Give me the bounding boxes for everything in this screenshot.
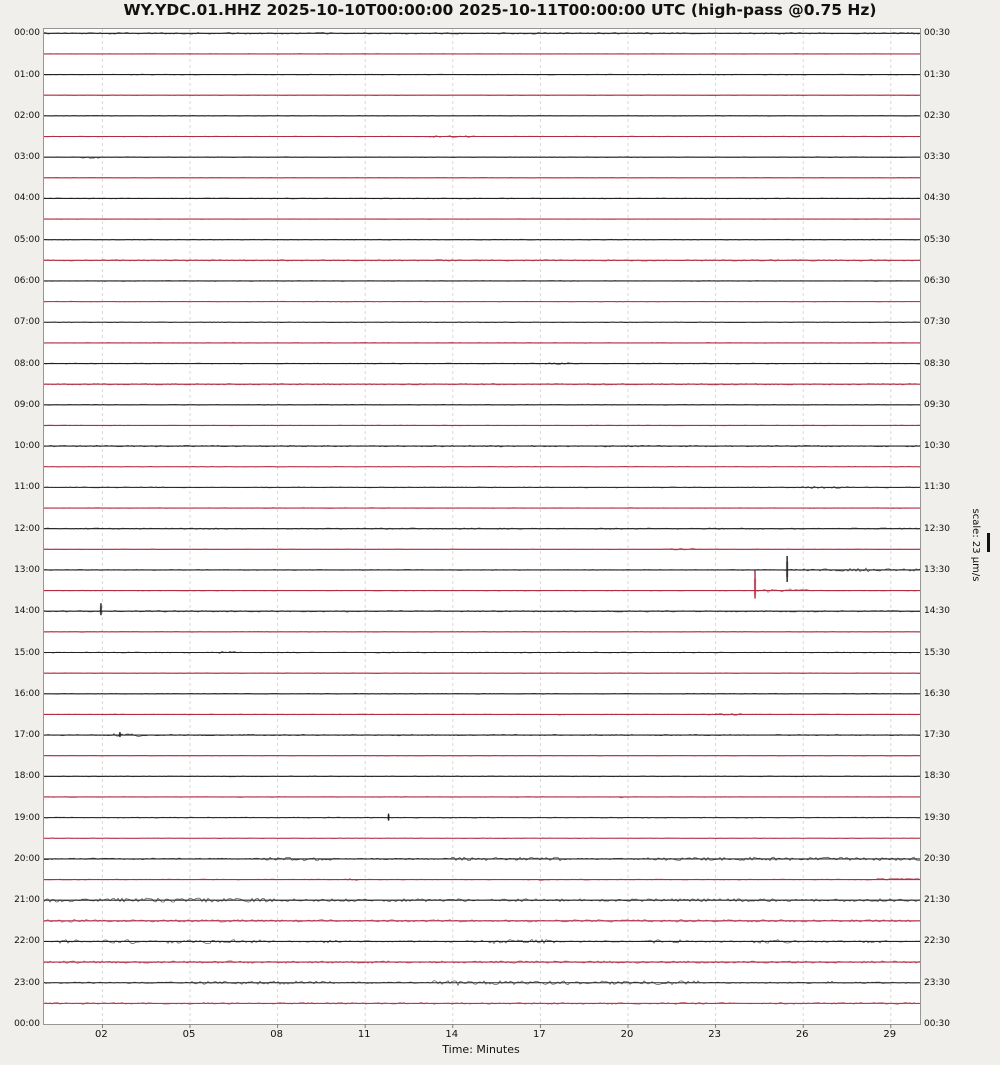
y-axis-label-right: 17:30 [924,730,950,741]
plot-area [43,28,921,1025]
x-axis-tick-label: 20 [620,1029,634,1040]
y-axis-label-left: 05:00 [14,234,40,245]
y-axis-label-left: 23:00 [14,977,40,988]
y-axis-label-left: 01:00 [14,69,40,80]
y-axis-label-left: 15:00 [14,647,40,658]
y-axis-label-left: 08:00 [14,358,40,369]
amplitude-scale-label: scale: 23 µm/s [970,508,981,582]
y-axis-label-right: 19:30 [924,812,950,823]
y-axis-label-left: 00:00 [14,1019,40,1029]
y-axis-label-left: 02:00 [14,110,40,121]
seismogram-canvas [44,29,920,1024]
x-axis-tick-label: 02 [95,1029,108,1040]
y-axis-label-left: 13:00 [14,564,40,575]
y-axis-label-right: 21:30 [924,895,950,906]
x-axis-tick-label: 29 [883,1029,897,1040]
y-axis-label-left: 06:00 [14,275,40,286]
x-axis-tick-label: 08 [270,1029,283,1040]
y-axis-label-right: 04:30 [924,193,950,204]
y-axis-label-right: 12:30 [924,523,950,534]
x-axis-tick-label: 26 [795,1029,809,1040]
y-axis-label-left: 17:00 [14,730,40,741]
y-axis-label-right: 01:30 [924,69,950,80]
y-axis-label-right: 22:30 [924,936,950,947]
y-axis-label-right: 20:30 [924,853,950,864]
y-axis-label-right: 13:30 [924,564,950,575]
y-axis-label-right: 00:30 [924,1019,950,1029]
x-axis-tick-label: 11 [357,1029,371,1040]
y-axis-label-left: 14:00 [14,606,40,617]
y-axis-label-left: 09:00 [14,399,40,410]
y-axis-label-left: 18:00 [14,771,40,782]
y-axis-label-left: 20:00 [14,853,40,864]
y-axis-label-left: 22:00 [14,936,40,947]
x-axis-title: Time: Minutes [442,1043,520,1056]
y-axis-label-right: 03:30 [924,152,950,163]
y-axis-label-left: 19:00 [14,812,40,823]
y-axis-label-left: 21:00 [14,895,40,906]
y-axis-label-right: 10:30 [924,441,950,452]
y-axis-label-left: 11:00 [14,482,40,493]
y-axis-label-left: 00:00 [14,28,40,39]
y-axis-label-left: 16:00 [14,688,40,699]
y-axis-label-right: 23:30 [924,977,950,988]
x-axis-tick-label: 14 [445,1029,459,1040]
x-axis-tick-label: 17 [533,1029,546,1040]
y-axis-label-left: 10:00 [14,441,40,452]
y-axis-label-right: 07:30 [924,317,950,328]
x-axis-tick-label: 23 [708,1029,721,1040]
y-axis-label-right: 15:30 [924,647,950,658]
y-axis-label-right: 05:30 [924,234,950,245]
y-axis-label-right: 14:30 [924,606,950,617]
y-axis-label-right: 18:30 [924,771,950,782]
y-axis-label-right: 09:30 [924,399,950,410]
y-axis-label-right: 11:30 [924,482,950,493]
y-axis-label-left: 03:00 [14,152,40,163]
y-axis-label-right: 16:30 [924,688,950,699]
y-axis-label-right: 06:30 [924,275,950,286]
y-axis-label-right: 08:30 [924,358,950,369]
chart-title: WY.YDC.01.HHZ 2025-10-10T00:00:00 2025-10-11T00:00:00 UTC (high-pass @0.75 Hz) [123,1,877,19]
y-axis-label-right: 00:30 [924,28,950,39]
x-axis-tick-label: 05 [182,1029,196,1040]
y-axis-label-left: 07:00 [14,317,40,328]
amplitude-scale-bar [987,533,990,552]
y-axis-label-left: 04:00 [14,193,40,204]
y-axis-label-right: 02:30 [924,110,950,121]
y-axis-label-left: 12:00 [14,523,40,534]
